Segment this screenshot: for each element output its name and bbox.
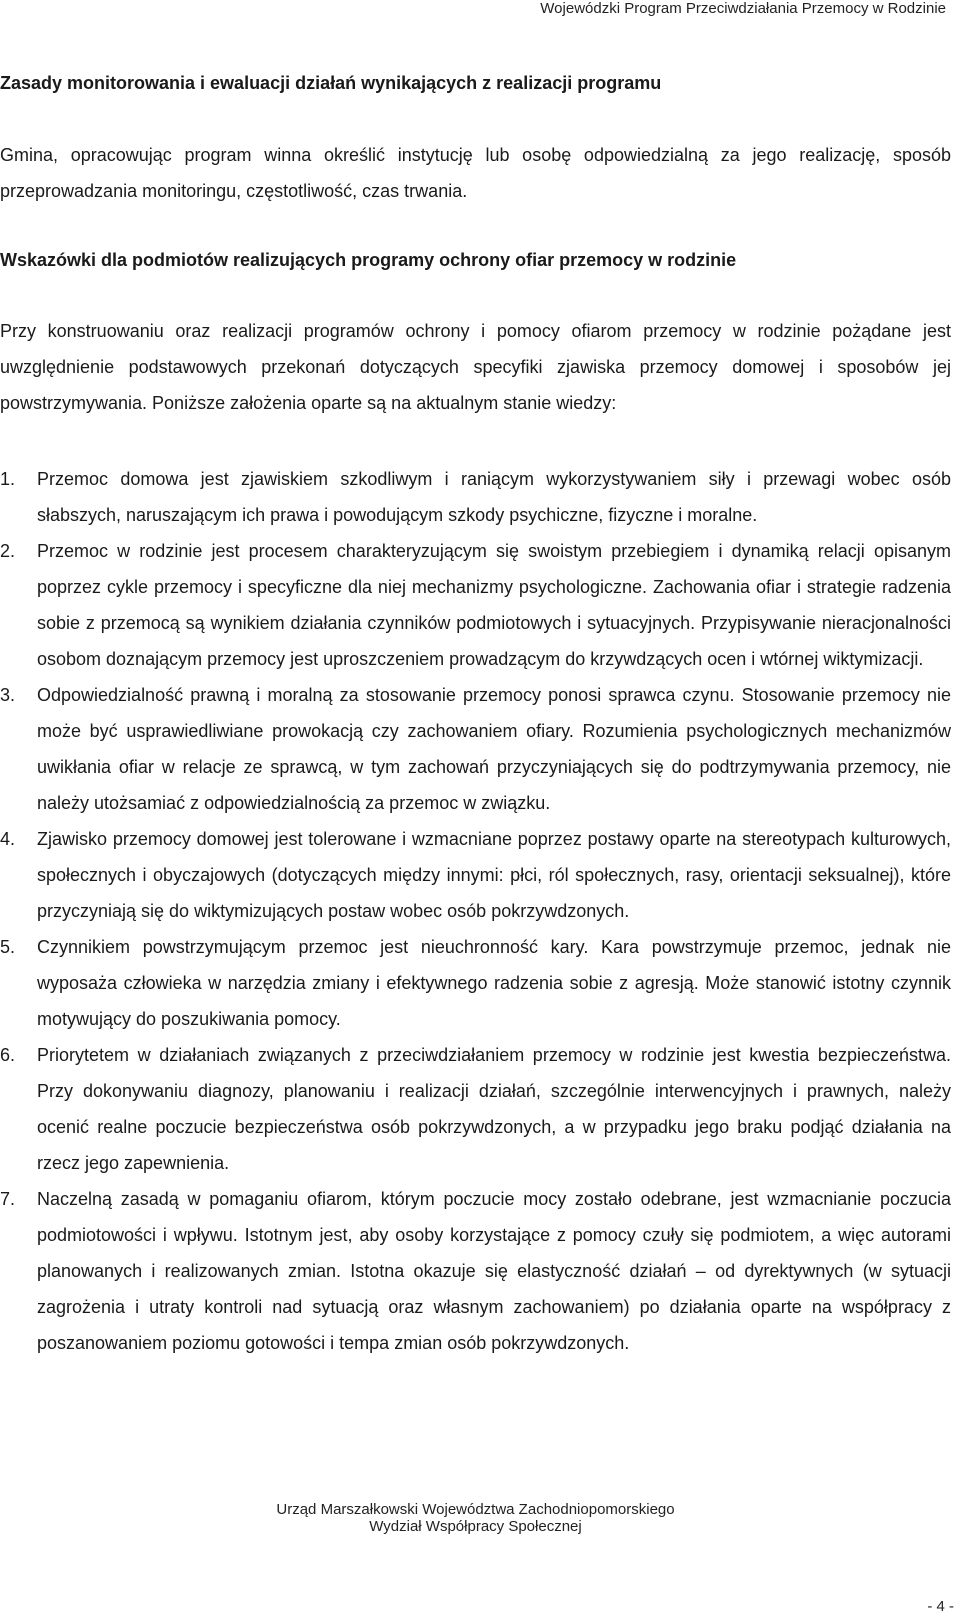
page-footer <box>0 1501 951 1535</box>
list-item-number: 4. <box>0 829 16 849</box>
list-item <box>0 461 951 533</box>
list-item-text: Priorytetem w działaniach związanych z przeciwdziałaniem przemocy w rodzinie jest kwestia bezpieczeństwa. Przy dokonywaniu diagnozy, planowaniu i realizacji działań, szczególnie interwencyjnych i prawnych, należy ocenić realne poczucie bezpieczeństwa osób pokrzywdzonych, a w przypadku jego braku podjąć działania na rzecz jego zapewnienia. <box>37 1045 951 1173</box>
footer-department-name: Wydział Współpracy Społecznej <box>369 1518 582 1535</box>
list-item <box>0 929 951 1037</box>
list-item-number: 3. <box>0 685 16 705</box>
list-item-text: Naczelną zasadą w pomaganiu ofiarom, którym poczucie mocy zostało odebrane, jest wzmacnianie poczucia podmiotowości i wpływu. Istotnym jest, aby osoby korzystające z pomocy czuły się podmiotem, a więc autorami planowanych i realizowanych zmian. Istotna okazuje się elastyczność działań – od dyrektywnych (w sytuacji zagrożenia i utraty kontroli nad sytuacją oraz własnym zachowaniem) po działania oparte na współpracy z poszanowaniem poziomu gotowości i tempa zmian osób pokrzywdzonych. <box>37 1189 951 1353</box>
list-item-text: Zjawisko przemocy domowej jest tolerowane i wzmacniane poprzez postawy oparte na stereotypach kulturowych, społecznych i obyczajowych (dotyczących między innymi: płci, ról społecznych, rasy, orientacji seksualnej), które przyczyniają się do wiktymizujących postaw wobec osób pokrzywdzonych. <box>37 829 951 921</box>
list-item <box>0 821 951 929</box>
list-item-text: Przemoc domowa jest zjawiskiem szkodliwym i raniącym wykorzystywaniem siły i przewagi wobec osób słabszych, naruszającym ich prawa i powodującym szkody psychiczne, fizyczne i moralne. <box>37 469 951 525</box>
list-item-number: 1. <box>0 469 16 489</box>
list-item <box>0 533 951 677</box>
list-item-number: 6. <box>0 1045 16 1065</box>
list-item-number: 7. <box>0 1189 16 1209</box>
monitoring-paragraph: Gmina, opracowując program winna określić instytucję lub osobę odpowiedzialną za jego realizację, sposób przeprowadzania monitoringu, częstotliwość, czas trwania. <box>0 145 951 201</box>
footer-office-name: Urząd Marszałkowski Województwa Zachodniopomorskiego <box>276 1501 675 1518</box>
list-item <box>0 677 951 821</box>
principles-list <box>0 461 951 1361</box>
list-item <box>0 1181 951 1361</box>
page-number: - 4 - <box>927 1598 954 1615</box>
list-item-text: Przemoc w rodzinie jest procesem charakteryzującym się swoistym przebiegiem i dynamiką relacji opisanym poprzez cykle przemocy i specyficzne dla niej mechanizmy psychologiczne. Zachowania ofiar i strategie radzenia sobie z przemocą są wynikiem działania czynników podmiotowych i sytuacyjnych. Przypisywanie nieracjonalności osobom doznającym przemocy jest uproszczeniem prowadzącym do krzywdzących ocen i wtórnej wiktymizacji. <box>37 541 951 669</box>
list-item <box>0 1037 951 1181</box>
section-heading-guidelines: Wskazówki dla podmiotów realizujących programy ochrony ofiar przemocy w rodzinie <box>0 250 737 270</box>
list-item-text: Odpowiedzialność prawną i moralną za stosowanie przemocy ponosi sprawca czynu. Stosowanie przemocy nie może być usprawiedliwiane prowokacją czy zachowaniem ofiary. Rozumienia psychologicznych mechanizmów uwikłania ofiar w relacje ze sprawcą, w tym zachowań przyczyniających się do podtrzymywania przemocy, nie należy utożsamiać z odpowiedzialnością za przemoc w związku. <box>37 685 951 813</box>
section-heading-monitoring: Zasady monitorowania i ewaluacji działań wynikających z realizacji programu <box>0 73 662 93</box>
guidelines-intro-paragraph: Przy konstruowaniu oraz realizacji programów ochrony i pomocy ofiarom przemocy w rodzinie pożądane jest uwzględnienie podstawowych przekonań dotyczących specyfiki zjawiska przemocy domowej i sposobów jej powstrzymywania. Poniższe założenia oparte są na aktualnym stanie wiedzy: <box>0 321 951 413</box>
running-header: Wojewódzki Program Przeciwdziałania Przemocy w Rodzinie <box>540 0 946 17</box>
list-item-number: 2. <box>0 541 16 561</box>
list-item-number: 5. <box>0 937 16 957</box>
list-item-text: Czynnikiem powstrzymującym przemoc jest nieuchronność kary. Kara powstrzymuje przemoc, jednak nie wyposaża człowieka w narzędzia zmiany i efektywnego radzenia sobie z agresją. Może stanowić istotny czynnik motywujący do poszukiwania pomocy. <box>37 937 951 1029</box>
